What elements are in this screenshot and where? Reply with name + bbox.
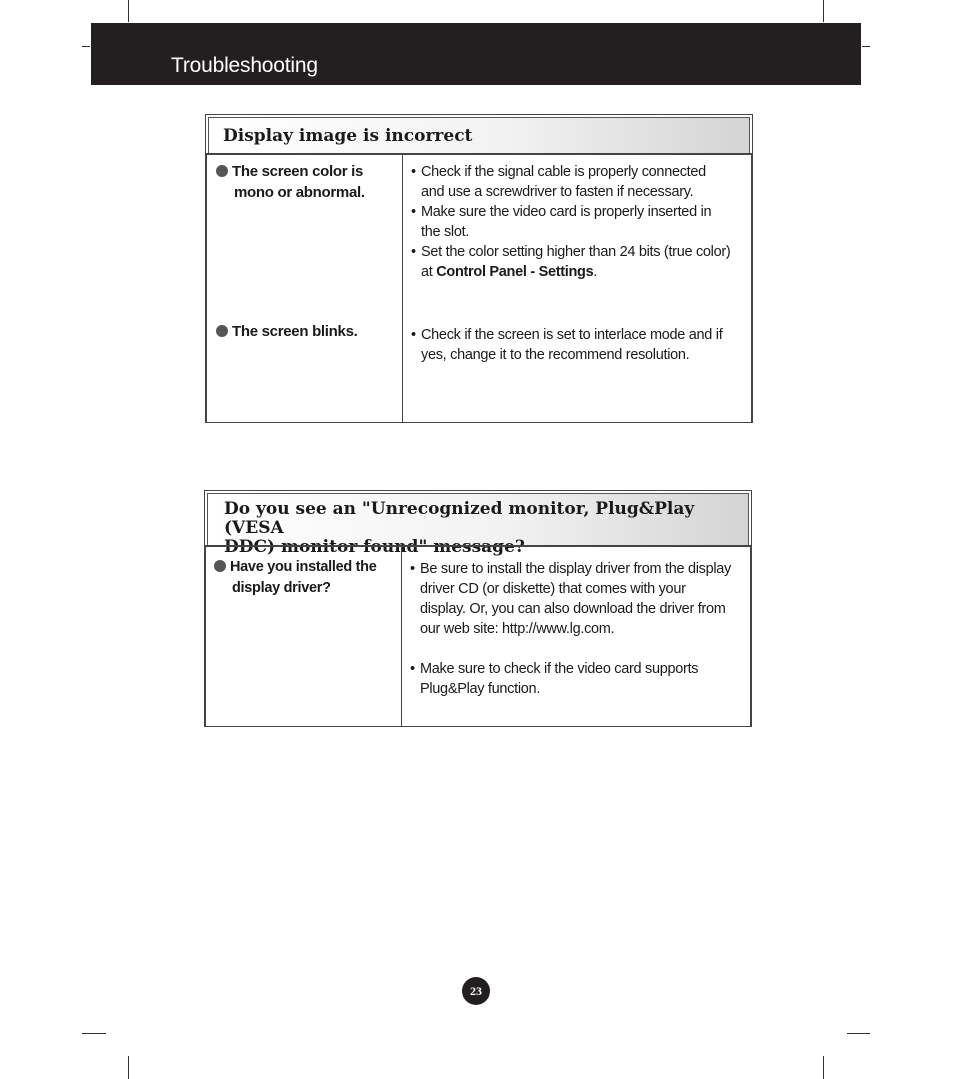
crop-mark xyxy=(128,1056,129,1079)
page-number-badge: 23 xyxy=(462,977,490,1005)
crop-mark xyxy=(862,46,870,47)
section-header xyxy=(208,117,750,154)
solution-item xyxy=(411,242,746,282)
control-panel-path: Control Panel - Settings xyxy=(436,264,594,280)
symptom-line: display driver? xyxy=(232,580,331,596)
section-unrecognized-monitor xyxy=(204,490,752,727)
symptom-item xyxy=(216,321,357,342)
solution-line: the slot. xyxy=(421,224,470,240)
symptom-line: Have you installed the xyxy=(230,559,377,575)
symptom-item xyxy=(214,557,377,599)
solution-line: Plug&Play function. xyxy=(420,681,541,697)
solution-list xyxy=(410,559,745,699)
symptom-line: The screen blinks. xyxy=(232,323,358,340)
solution-line: Check if the screen is set to interlace mode and if xyxy=(421,327,723,343)
section-header xyxy=(207,493,749,557)
section-display-image-incorrect xyxy=(205,114,753,423)
solution-item xyxy=(411,162,746,202)
symptom-line: mono or abnormal. xyxy=(234,184,365,201)
solution-item xyxy=(411,202,746,242)
page-title: Troubleshooting xyxy=(171,54,318,77)
solution-line: display. Or, you can also download the driver from xyxy=(420,601,726,617)
section-body xyxy=(206,153,752,422)
section-title-line: DDC) monitor found" message? xyxy=(224,537,525,557)
solution-item xyxy=(411,325,746,365)
solution-item xyxy=(410,559,745,639)
solution-item xyxy=(410,659,745,699)
bullet-dot-icon xyxy=(216,325,228,337)
solution-line: Be sure to install the display driver from the display xyxy=(420,561,732,577)
crop-mark xyxy=(823,1056,824,1079)
section-body xyxy=(205,545,751,726)
crop-mark xyxy=(847,1033,870,1034)
crop-mark xyxy=(128,0,129,22)
solution-list xyxy=(411,325,746,365)
solution-line: and use a screwdriver to fasten if necessary. xyxy=(421,184,694,200)
solution-line: . xyxy=(593,264,598,280)
solution-line: Make sure to check if the video card supports xyxy=(420,661,699,677)
solution-line: at xyxy=(421,264,437,280)
solution-line: our web site: http://www.lg.com. xyxy=(420,621,615,637)
solution-line: driver CD (or diskette) that comes with your xyxy=(420,581,686,597)
symptom-line: The screen color is xyxy=(232,163,364,180)
solution-line: Check if the signal cable is properly connected xyxy=(421,164,706,180)
crop-mark xyxy=(823,0,824,22)
crop-mark xyxy=(82,46,90,47)
solution-line: Make sure the video card is properly inserted in xyxy=(421,204,712,220)
section-title-line: Do you see an "Unrecognized monitor, Plug&Play (VESA xyxy=(224,499,695,538)
solution-line: yes, change it to the recommend resolution. xyxy=(421,347,690,363)
crop-mark xyxy=(82,1033,106,1034)
bullet-dot-icon xyxy=(216,165,228,177)
section-title: Display image is incorrect xyxy=(223,126,473,146)
solution-list xyxy=(411,162,746,282)
solution-line: Set the color setting higher than 24 bits (true color) xyxy=(421,244,731,260)
symptom-item xyxy=(216,161,365,203)
header-bar xyxy=(91,23,861,85)
bullet-dot-icon xyxy=(214,560,226,572)
